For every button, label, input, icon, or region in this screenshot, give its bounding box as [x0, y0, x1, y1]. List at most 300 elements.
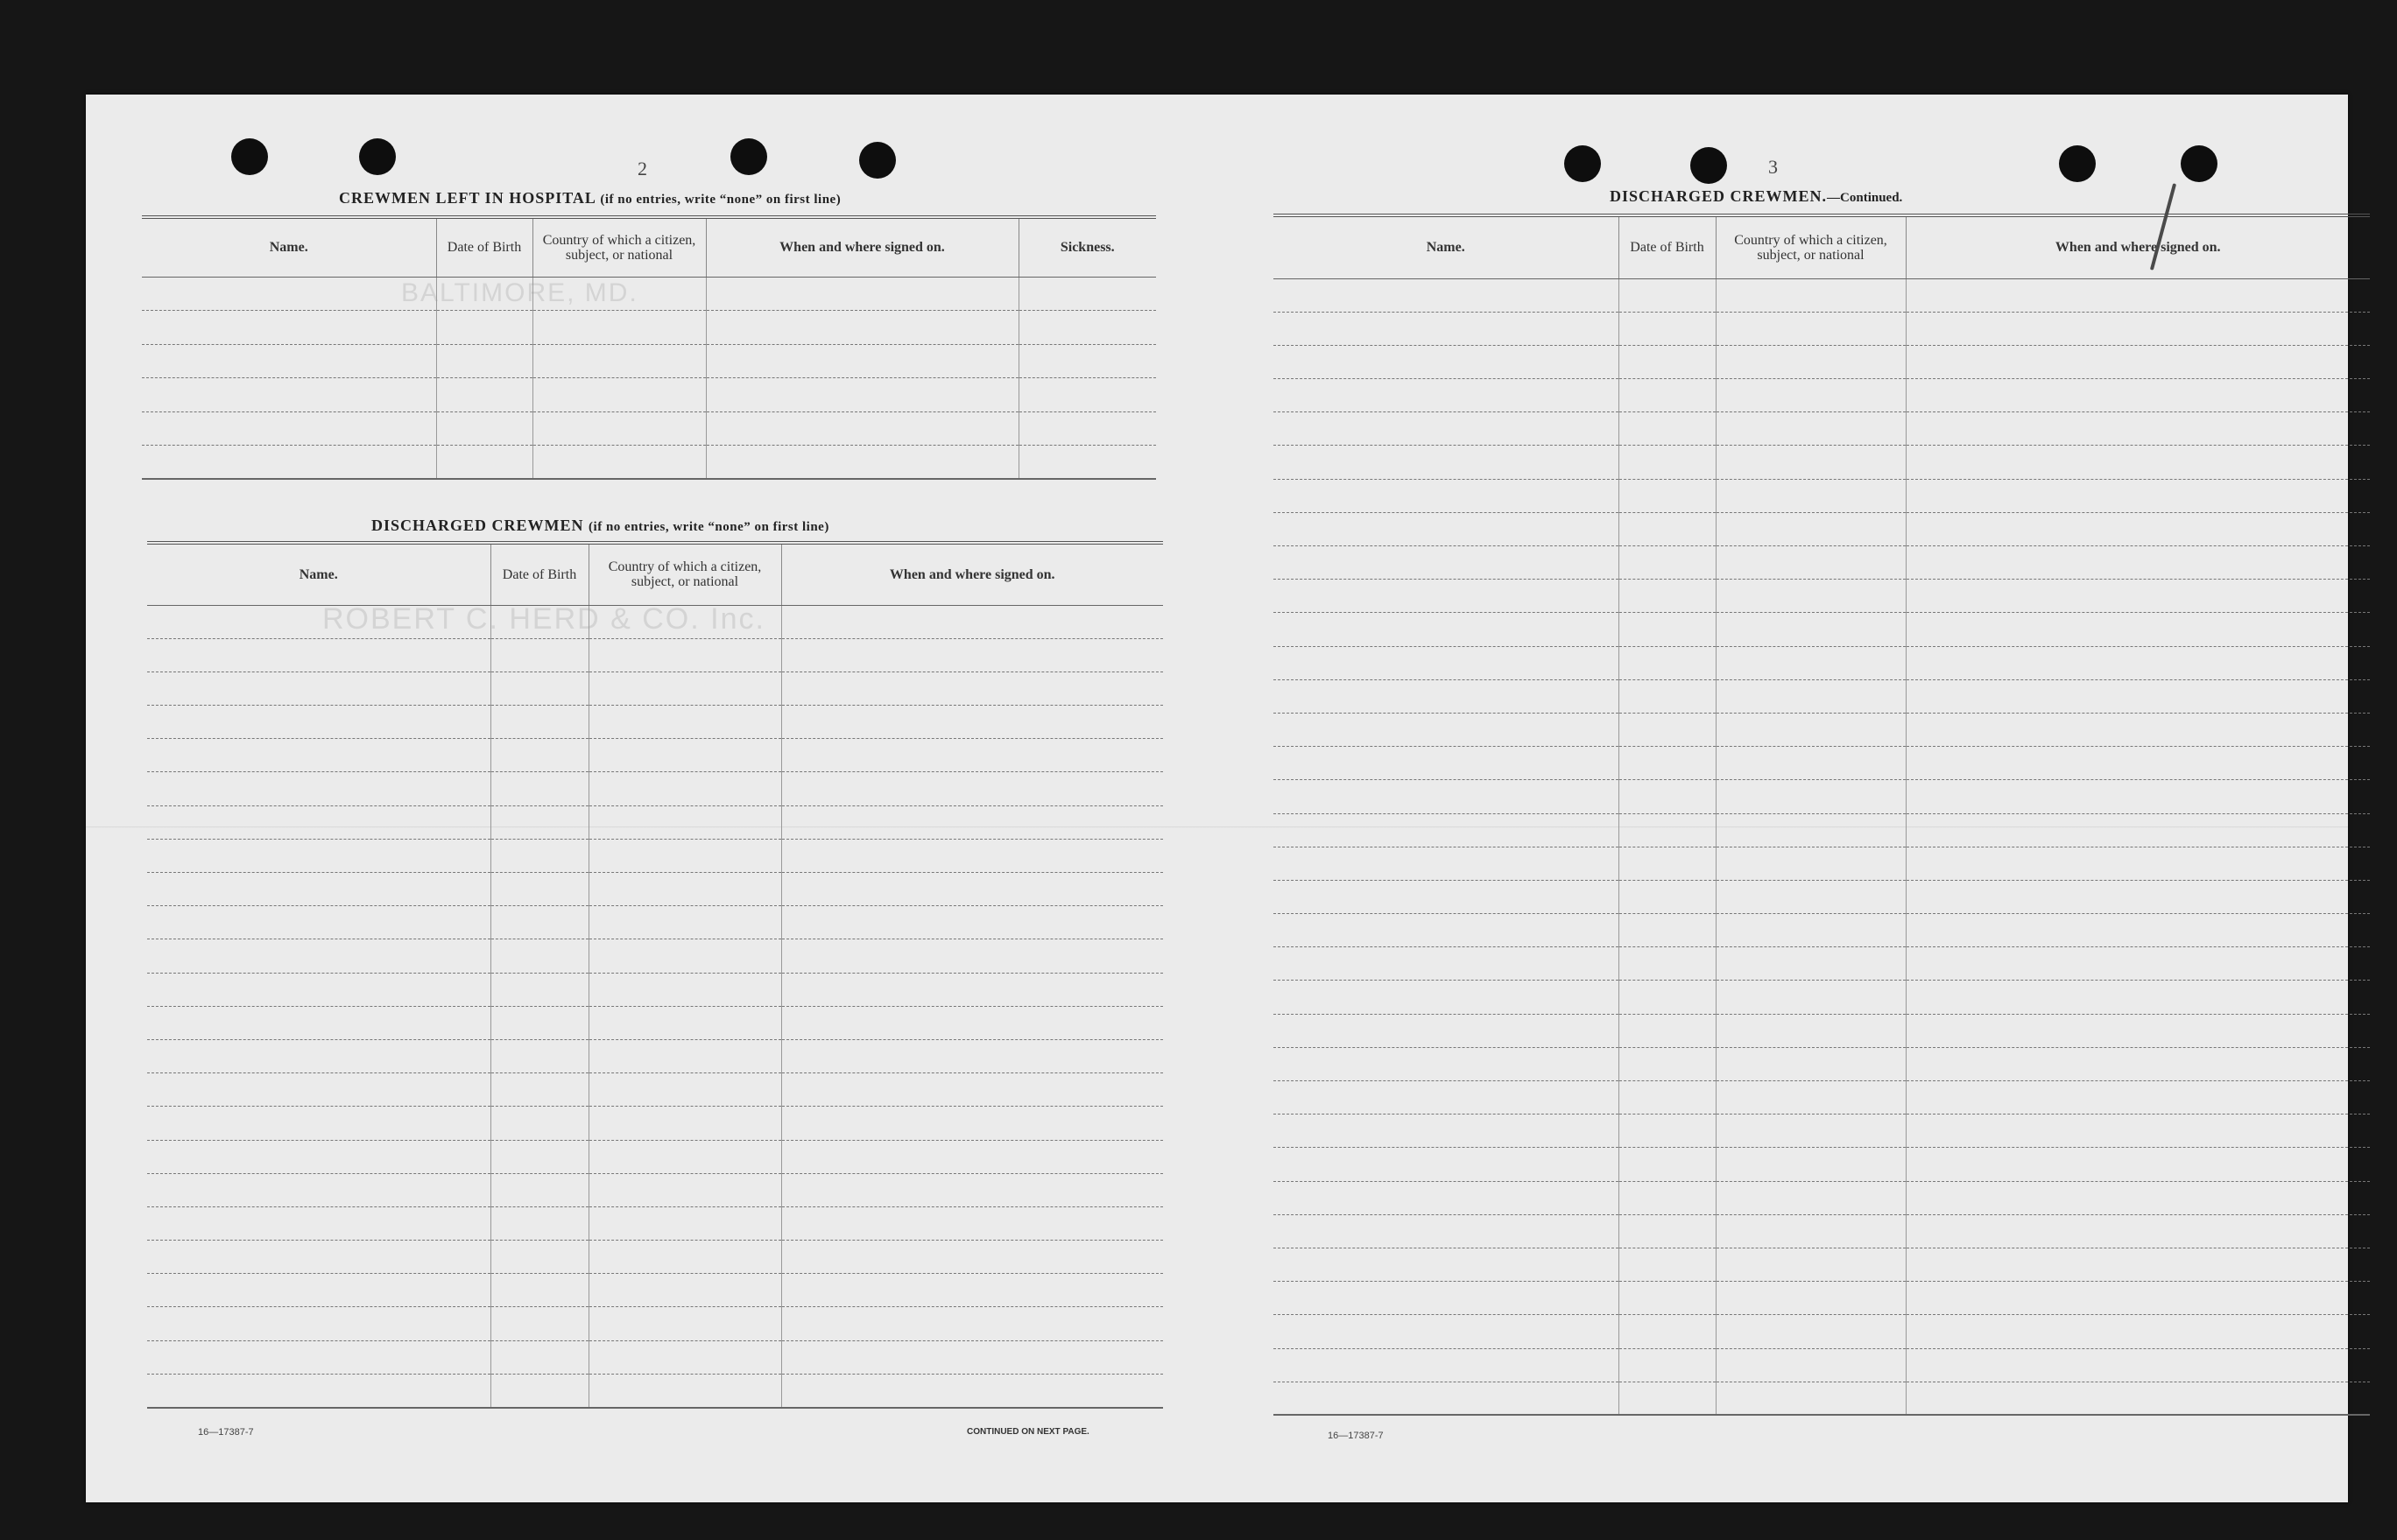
blank-entry-cell — [147, 706, 490, 739]
table-row — [1273, 345, 2370, 378]
blank-entry-cell — [1906, 981, 2370, 1014]
table-row — [142, 411, 1156, 446]
hospital-section-title — [339, 189, 841, 207]
blank-entry-cell — [1716, 580, 1906, 613]
table-row — [1273, 847, 2370, 880]
blank-entry-cell — [1273, 312, 1618, 345]
blank-entry-cell — [1906, 1148, 2370, 1181]
blank-entry-cell — [589, 638, 781, 672]
blank-entry-cell — [1906, 880, 2370, 913]
blank-entry-cell — [532, 411, 706, 446]
blank-entry-cell — [490, 805, 589, 839]
table-row — [1273, 646, 2370, 679]
blank-entry-cell — [490, 1340, 589, 1374]
blank-entry-cell — [1906, 813, 2370, 847]
blank-entry-cell — [1716, 546, 1906, 580]
binder-hole — [231, 138, 268, 175]
blank-entry-cell — [589, 1039, 781, 1072]
table-row — [1273, 412, 2370, 446]
blank-entry-cell — [589, 805, 781, 839]
blank-entry-cell — [1273, 847, 1618, 880]
blank-entry-cell — [1716, 1081, 1906, 1115]
table-row — [1273, 713, 2370, 746]
blank-entry-cell — [1906, 1081, 2370, 1115]
blank-entry-cell — [147, 739, 490, 772]
blank-entry-cell — [490, 1107, 589, 1140]
binder-hole — [859, 142, 896, 179]
blank-entry-cell — [1019, 446, 1156, 480]
blank-entry-cell — [142, 411, 436, 446]
blank-entry-cell — [1618, 580, 1716, 613]
blank-entry-cell — [589, 1206, 781, 1240]
blank-entry-cell — [781, 1374, 1163, 1407]
blank-entry-cell — [781, 973, 1163, 1006]
table-row — [147, 873, 1163, 906]
blank-entry-cell — [1273, 813, 1618, 847]
blank-entry-cell — [589, 739, 781, 772]
blank-entry-cell — [1273, 446, 1618, 479]
blank-entry-cell — [436, 344, 532, 378]
blank-entry-cell — [532, 344, 706, 378]
discharged-continued-text: DISCHARGED CREWMEN. — [1610, 187, 1828, 205]
blank-entry-cell — [532, 277, 706, 311]
blank-entry-cell — [147, 805, 490, 839]
blank-entry-cell — [781, 939, 1163, 973]
blank-entry-cell — [1716, 1181, 1906, 1214]
blank-entry-cell — [781, 772, 1163, 805]
blank-entry-cell — [1273, 1248, 1618, 1281]
blank-entry-cell — [490, 638, 589, 672]
blank-entry-cell — [436, 311, 532, 345]
blank-entry-cell — [1273, 345, 1618, 378]
blank-entry-cell — [147, 1006, 490, 1039]
blank-entry-cell — [589, 1340, 781, 1374]
table-row — [147, 906, 1163, 939]
blank-entry-cell — [1906, 580, 2370, 613]
blank-entry-cell — [490, 1241, 589, 1274]
blank-entry-cell — [1618, 446, 1716, 479]
blank-entry-cell — [1906, 1047, 2370, 1080]
table-row — [1273, 679, 2370, 713]
blank-entry-cell — [1906, 1014, 2370, 1047]
blank-entry-cell — [1716, 312, 1906, 345]
blank-entry-cell — [147, 1107, 490, 1140]
blank-entry-cell — [1273, 780, 1618, 813]
blank-entry-cell — [1273, 1282, 1618, 1315]
blank-entry-cell — [1906, 446, 2370, 479]
blank-entry-cell — [1716, 1014, 1906, 1047]
binder-hole — [1690, 147, 1727, 184]
blank-entry-cell — [1716, 847, 1906, 880]
table-row — [142, 277, 1156, 311]
blank-entry-cell — [142, 277, 436, 311]
blank-entry-cell — [147, 605, 490, 638]
blank-entry-cell — [1906, 278, 2370, 312]
blank-entry-cell — [781, 1307, 1163, 1340]
blank-entry-cell — [589, 1374, 781, 1407]
blank-entry-cell — [1019, 311, 1156, 345]
blank-entry-cell — [147, 1307, 490, 1340]
blank-entry-cell — [1618, 713, 1716, 746]
table-row — [1273, 914, 2370, 947]
blank-entry-cell — [142, 344, 436, 378]
table-row — [142, 311, 1156, 345]
blank-entry-cell — [781, 1039, 1163, 1072]
blank-entry-cell — [147, 1340, 490, 1374]
blank-entry-cell — [589, 873, 781, 906]
blank-entry-cell — [436, 446, 532, 480]
blank-entry-cell — [490, 1307, 589, 1340]
blank-entry-cell — [781, 1006, 1163, 1039]
blank-entry-cell — [532, 378, 706, 412]
table-row — [147, 706, 1163, 739]
hospital-table-body — [142, 277, 1156, 479]
table-row — [147, 839, 1163, 872]
table-row — [1273, 1214, 2370, 1248]
blank-entry-cell — [436, 277, 532, 311]
blank-entry-cell — [1716, 1282, 1906, 1315]
table-row — [1273, 1014, 2370, 1047]
blank-entry-cell — [1273, 1348, 1618, 1382]
blank-entry-cell — [490, 939, 589, 973]
blank-entry-cell — [1618, 747, 1716, 780]
blank-entry-cell — [781, 1206, 1163, 1240]
table-row — [1273, 947, 2370, 981]
table-row — [147, 739, 1163, 772]
blank-entry-cell — [1716, 947, 1906, 981]
blank-entry-cell — [1273, 646, 1618, 679]
blank-entry-cell — [589, 1241, 781, 1274]
table-row — [147, 638, 1163, 672]
blank-entry-cell — [1716, 780, 1906, 813]
blank-entry-cell — [1019, 378, 1156, 412]
blank-entry-cell — [1716, 679, 1906, 713]
discharged-continued-title — [1610, 187, 1902, 206]
blank-entry-cell — [1906, 1214, 2370, 1248]
blank-entry-cell — [490, 1274, 589, 1307]
blank-entry-cell — [1906, 345, 2370, 378]
blank-entry-cell — [589, 706, 781, 739]
blank-entry-cell — [147, 873, 490, 906]
table-row — [1273, 813, 2370, 847]
discharged-title-note: (if no entries, write “none” on first line) — [589, 520, 829, 534]
table-row — [1273, 312, 2370, 345]
blank-entry-cell — [1716, 1115, 1906, 1148]
blank-entry-cell — [1906, 1282, 2370, 1315]
blank-entry-cell — [1716, 1382, 1906, 1415]
blank-entry-cell — [1906, 1115, 2370, 1148]
blank-entry-cell — [1906, 747, 2370, 780]
blank-entry-cell — [1618, 1315, 1716, 1348]
blank-entry-cell — [490, 739, 589, 772]
table-row — [1273, 1315, 2370, 1348]
blank-entry-cell — [781, 839, 1163, 872]
blank-entry-cell — [1906, 613, 2370, 646]
blank-entry-cell — [1273, 1315, 1618, 1348]
blank-entry-cell — [1618, 981, 1716, 1014]
bleed-through-stamp: ROBERT C. HERD & CO. Inc. — [322, 602, 765, 636]
blank-entry-cell — [1716, 914, 1906, 947]
blank-entry-cell — [1716, 278, 1906, 312]
table-row — [142, 446, 1156, 480]
hospital-title-text: CREWMEN LEFT IN HOSPITAL — [339, 189, 596, 207]
table-row — [142, 378, 1156, 412]
table-row — [1273, 580, 2370, 613]
blank-entry-cell — [781, 1107, 1163, 1140]
blank-entry-cell — [142, 446, 436, 480]
blank-entry-cell — [1716, 1047, 1906, 1080]
blank-entry-cell — [1618, 613, 1716, 646]
blank-entry-cell — [1273, 512, 1618, 545]
table-row — [1273, 1115, 2370, 1148]
blank-entry-cell — [1906, 947, 2370, 981]
blank-entry-cell — [1906, 713, 2370, 746]
blank-entry-cell — [589, 1173, 781, 1206]
blank-entry-cell — [781, 873, 1163, 906]
blank-entry-cell — [1716, 345, 1906, 378]
binder-hole — [730, 138, 767, 175]
blank-entry-cell — [436, 411, 532, 446]
discharged-continued-table-body — [1273, 278, 2370, 1415]
table-row — [1273, 1348, 2370, 1382]
blank-entry-cell — [1716, 479, 1906, 512]
blank-entry-cell — [1273, 747, 1618, 780]
table-row — [1273, 1282, 2370, 1315]
continued-col-name: Name. — [1273, 217, 1618, 278]
blank-entry-cell — [589, 906, 781, 939]
blank-entry-cell — [589, 1307, 781, 1340]
blank-entry-cell — [1618, 312, 1716, 345]
discharged-col-signed-on: When and where signed on. — [781, 545, 1163, 605]
table-row — [1273, 479, 2370, 512]
blank-entry-cell — [1618, 512, 1716, 545]
blank-entry-cell — [589, 839, 781, 872]
blank-entry-cell — [1273, 379, 1618, 412]
discharged-continued-table — [1273, 214, 2370, 1416]
blank-entry-cell — [1618, 412, 1716, 446]
blank-entry-cell — [1273, 1382, 1618, 1415]
blank-entry-cell — [1273, 1181, 1618, 1214]
blank-entry-cell — [1716, 713, 1906, 746]
blank-entry-cell — [589, 1140, 781, 1173]
blank-entry-cell — [532, 446, 706, 480]
document-sheet — [86, 95, 2348, 1502]
blank-entry-cell — [1716, 446, 1906, 479]
table-row — [147, 1006, 1163, 1039]
blank-entry-cell — [1906, 1315, 2370, 1348]
blank-entry-cell — [1019, 411, 1156, 446]
table-row — [1273, 1081, 2370, 1115]
blank-entry-cell — [781, 706, 1163, 739]
blank-entry-cell — [490, 1140, 589, 1173]
blank-entry-cell — [147, 1206, 490, 1240]
blank-entry-cell — [1618, 813, 1716, 847]
blank-entry-cell — [589, 1073, 781, 1107]
blank-entry-cell — [1618, 1115, 1716, 1148]
blank-entry-cell — [1618, 1181, 1716, 1214]
table-row — [147, 672, 1163, 705]
discharged-col-country: Country of which a citizen, subject, or national — [589, 545, 781, 605]
blank-entry-cell — [706, 378, 1019, 412]
table-row — [147, 1274, 1163, 1307]
blank-entry-cell — [490, 772, 589, 805]
blank-entry-cell — [706, 446, 1019, 480]
blank-entry-cell — [1906, 914, 2370, 947]
blank-entry-cell — [1716, 379, 1906, 412]
table-row — [1273, 880, 2370, 913]
blank-entry-cell — [490, 839, 589, 872]
blank-entry-cell — [1618, 914, 1716, 947]
blank-entry-cell — [781, 605, 1163, 638]
blank-entry-cell — [589, 772, 781, 805]
continued-col-dob: Date of Birth — [1618, 217, 1716, 278]
blank-entry-cell — [1716, 813, 1906, 847]
table-row — [147, 1073, 1163, 1107]
blank-entry-cell — [1716, 613, 1906, 646]
blank-entry-cell — [1906, 512, 2370, 545]
blank-entry-cell — [1019, 277, 1156, 311]
table-row — [1273, 278, 2370, 312]
blank-entry-cell — [147, 1140, 490, 1173]
blank-entry-cell — [147, 1173, 490, 1206]
blank-entry-cell — [589, 939, 781, 973]
blank-entry-cell — [490, 706, 589, 739]
table-row — [147, 1039, 1163, 1072]
blank-entry-cell — [1716, 512, 1906, 545]
blank-entry-cell — [490, 672, 589, 705]
blank-entry-cell — [1716, 1315, 1906, 1348]
discharged-continued-suffix: —Continued. — [1827, 191, 1903, 205]
blank-entry-cell — [1906, 1382, 2370, 1415]
table-row — [142, 344, 1156, 378]
blank-entry-cell — [781, 739, 1163, 772]
blank-entry-cell — [1273, 1148, 1618, 1181]
blank-entry-cell — [781, 1241, 1163, 1274]
blank-entry-cell — [490, 1006, 589, 1039]
blank-entry-cell — [1618, 1282, 1716, 1315]
table-row — [1273, 1148, 2370, 1181]
blank-entry-cell — [1273, 1081, 1618, 1115]
continued-col-signed-on: When and where signed on. — [1906, 217, 2370, 278]
blank-entry-cell — [147, 772, 490, 805]
discharged-table-body — [147, 605, 1163, 1408]
blank-entry-cell — [1716, 1348, 1906, 1382]
discharged-col-dob: Date of Birth — [490, 545, 589, 605]
discharged-section-title — [371, 517, 829, 535]
binder-hole — [1564, 145, 1601, 182]
blank-entry-cell — [781, 906, 1163, 939]
blank-entry-cell — [1618, 1047, 1716, 1080]
table-row — [147, 1307, 1163, 1340]
blank-entry-cell — [1906, 312, 2370, 345]
blank-entry-cell — [1273, 580, 1618, 613]
blank-entry-cell — [706, 277, 1019, 311]
blank-entry-cell — [1273, 278, 1618, 312]
blank-entry-cell — [436, 378, 532, 412]
blank-entry-cell — [1906, 1348, 2370, 1382]
table-row — [147, 1206, 1163, 1240]
blank-entry-cell — [147, 1374, 490, 1407]
blank-entry-cell — [1273, 613, 1618, 646]
hospital-title-note: (if no entries, write “none” on first line) — [600, 193, 842, 207]
table-row — [147, 1340, 1163, 1374]
blank-entry-cell — [1716, 747, 1906, 780]
table-row — [147, 1140, 1163, 1173]
blank-entry-cell — [706, 411, 1019, 446]
blank-entry-cell — [1273, 479, 1618, 512]
blank-entry-cell — [1618, 880, 1716, 913]
hospital-col-name: Name. — [142, 219, 436, 277]
blank-entry-cell — [147, 1274, 490, 1307]
blank-entry-cell — [147, 906, 490, 939]
blank-entry-cell — [1019, 344, 1156, 378]
table-row — [147, 1374, 1163, 1407]
blank-entry-cell — [1716, 1248, 1906, 1281]
blank-entry-cell — [706, 344, 1019, 378]
blank-entry-cell — [490, 973, 589, 1006]
blank-entry-cell — [490, 1073, 589, 1107]
blank-entry-cell — [781, 1274, 1163, 1307]
blank-entry-cell — [1906, 679, 2370, 713]
blank-entry-cell — [1906, 847, 2370, 880]
blank-entry-cell — [1273, 1014, 1618, 1047]
blank-entry-cell — [1906, 479, 2370, 512]
blank-entry-cell — [1273, 1115, 1618, 1148]
blank-entry-cell — [532, 311, 706, 345]
blank-entry-cell — [1273, 914, 1618, 947]
table-row — [147, 1241, 1163, 1274]
blank-entry-cell — [1618, 1014, 1716, 1047]
blank-entry-cell — [1906, 546, 2370, 580]
blank-entry-cell — [1906, 1248, 2370, 1281]
blank-entry-cell — [589, 672, 781, 705]
blank-entry-cell — [1273, 880, 1618, 913]
table-row — [1273, 747, 2370, 780]
blank-entry-cell — [1273, 679, 1618, 713]
blank-entry-cell — [142, 378, 436, 412]
blank-entry-cell — [1906, 646, 2370, 679]
blank-entry-cell — [1618, 1248, 1716, 1281]
discharged-table — [147, 541, 1163, 1409]
blank-entry-cell — [781, 1073, 1163, 1107]
blank-entry-cell — [1273, 713, 1618, 746]
blank-entry-cell — [490, 906, 589, 939]
blank-entry-cell — [781, 805, 1163, 839]
hospital-col-signed-on: When and where signed on. — [706, 219, 1019, 277]
table-row — [1273, 981, 2370, 1014]
blank-entry-cell — [1906, 780, 2370, 813]
blank-entry-cell — [1618, 479, 1716, 512]
blank-entry-cell — [1618, 947, 1716, 981]
blank-entry-cell — [1618, 1382, 1716, 1415]
blank-entry-cell — [1618, 1214, 1716, 1248]
table-row — [147, 1173, 1163, 1206]
hospital-table — [142, 215, 1156, 480]
table-row — [147, 605, 1163, 638]
blank-entry-cell — [781, 1340, 1163, 1374]
table-row — [1273, 613, 2370, 646]
blank-entry-cell — [490, 605, 589, 638]
blank-entry-cell — [1273, 1047, 1618, 1080]
blank-entry-cell — [1618, 847, 1716, 880]
blank-entry-cell — [1716, 1148, 1906, 1181]
blank-entry-cell — [589, 1006, 781, 1039]
blank-entry-cell — [147, 1039, 490, 1072]
table-row — [147, 805, 1163, 839]
continued-note: CONTINUED ON NEXT PAGE. — [967, 1427, 1089, 1437]
blank-entry-cell — [1906, 412, 2370, 446]
hospital-col-country: Country of which a citizen, subject, or national — [532, 219, 706, 277]
